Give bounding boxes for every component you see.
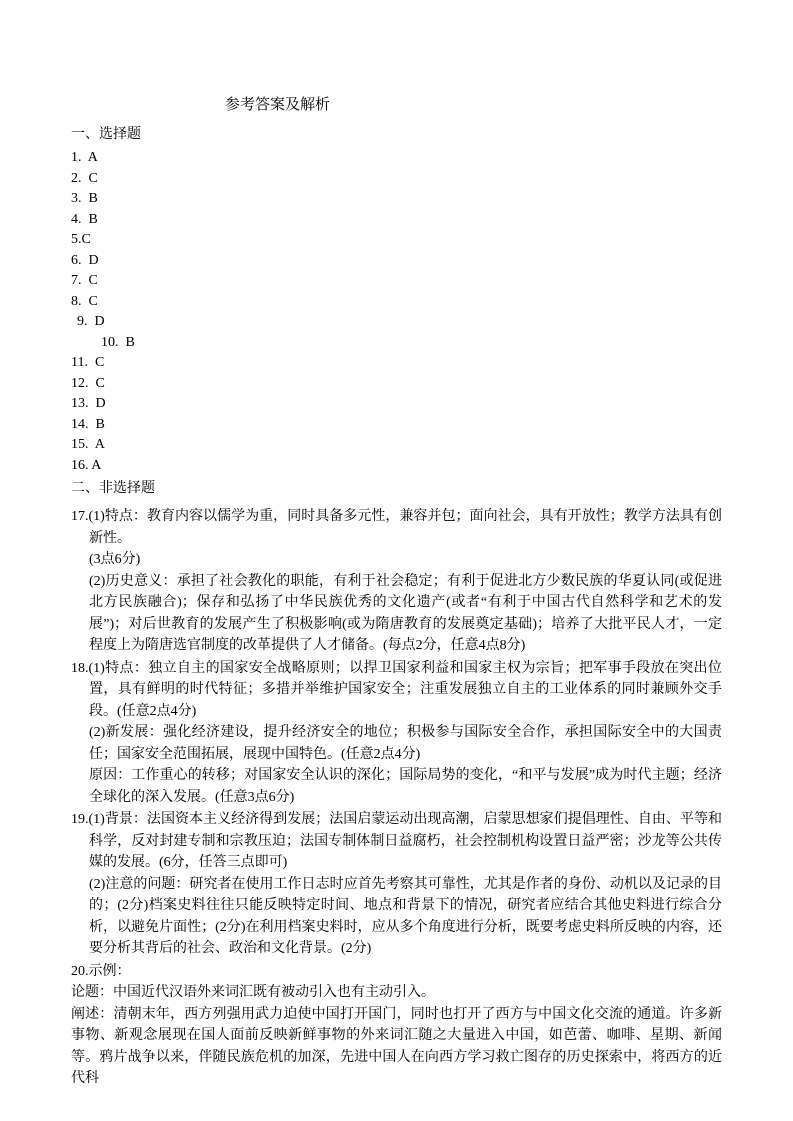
paragraph: 19.(1)背景：法国资本主义经济得到发展；法国启蒙运动出现高潮，启蒙思想家们提倡理性、自由、平等和科学，反对封建专制和宗教压迫；法国专制体制日益腐朽，社会控制机构设置日益严密；沙龙等公共传媒的发展。(6分，任答三点即可) xyxy=(71,812,722,870)
paragraph: (2)历史意义：承担了社会教化的职能，有利于社会稳定；有利于促进北方少数民族的华夏认同(或促进北方民族融合)；保存和弘扬了中华民族优秀的文化遗产(或者“有利于中国古代自然科学和艺术的发展”)；对后世教育的发展产生了积极影响(或为隋唐教育的发展奠定基础)；培养了大批平民人才，一定程度上为隋唐选官制度的改革提供了人才储备。(每点2分，任意4点8分) xyxy=(89,573,722,653)
answer-line: 7. C xyxy=(71,273,98,288)
answer-list xyxy=(71,148,722,476)
section-heading-non-choice-questions: 二、非选择题 xyxy=(71,481,155,496)
answer-block xyxy=(71,506,722,657)
answer-line: 16. A xyxy=(71,457,102,473)
answer-line: 3. B xyxy=(71,191,98,206)
paragraph: (3点6分) xyxy=(89,552,141,567)
paragraph: 20.示例： xyxy=(71,963,131,979)
page-title: 参考答案及解析 xyxy=(225,97,331,113)
answer-block xyxy=(71,658,722,809)
answer-block xyxy=(71,809,722,960)
answer-line: 15. A xyxy=(71,437,105,452)
answer-line: 1. A xyxy=(71,150,98,165)
answer-line: 10. B xyxy=(101,334,135,350)
answer-line: 2. C xyxy=(71,170,98,186)
answer-line: 11. C xyxy=(71,355,105,370)
paragraph: (2)注意的问题：研究者在使用工作日志时应首先考察其可靠性，尤其是作者的身份、动机以及记录的目的；(2分)档案史料往往只能反映特定时间、地点和背景下的情况，研究者应结合其他史料进行综合分析，以避免片面性；(2分)在利用档案史料时，应从多个角度进行分析，既要考虑史料所反映的内容，还要分析其背后的社会、政治和文化背景。(2分) xyxy=(89,876,722,956)
answer-line: 14. B xyxy=(71,416,105,432)
section-heading-choice-questions: 一、选择题 xyxy=(71,127,141,142)
answer-line: 13. D xyxy=(71,396,106,411)
answer-blocks xyxy=(71,506,722,1090)
paragraph: 阐述：清朝末年，西方列强用武力迫使中国打开国门，同时也打开了西方与中国文化交流的通道。许多新事物、新观念展现在国人面前反映新鲜事物的外来词汇随之大量进入中国，如芭蕾、咖啡、星期、新闻等。鸦片战争以来，伴随民族危机的加深，先进中国人在向西方学习救亡图存的历史探索中，将西方的近代科 xyxy=(71,1006,722,1086)
paragraph: 17.(1)特点：教育内容以儒学为重，同时具备多元性，兼容并包；面向社会，具有开放性；教学方法具有创新性。 xyxy=(71,509,722,546)
answer-line: 4. B xyxy=(71,211,98,227)
answer-line: 6. D xyxy=(71,252,99,268)
answer-block xyxy=(71,961,722,1090)
answer-line: 8. C xyxy=(71,293,98,309)
paragraph: (2)新发展：强化经济建设，提升经济安全的地位；积极参与国际安全合作，承担国际安全中的大国责任；国家安全范围拓展，展现中国特色。(任意2点4分) xyxy=(89,725,722,762)
paragraph: 原因：工作重心的转移；对国家安全认识的深化；国际局势的变化，“和平与发展”成为时代主题；经济全球化的深入发展。(任意3点6分) xyxy=(89,768,722,805)
paragraph: 论题：中国近代汉语外来词汇既有被动引入也有主动引入。 xyxy=(71,985,435,1000)
answer-line: 9. D xyxy=(77,314,105,329)
answer-line: 12. C xyxy=(71,375,105,391)
paragraph: 18.(1)特点：独立自主的国家安全战略原则；以捍卫国家利益和国家主权为宗旨；把军事手段放在突出位置，具有鲜明的时代特征；多措并举维护国家安全；注重发展独立自主的工业体系的同时兼顾外交手段。(任意2点4分) xyxy=(71,660,722,719)
answer-line: 5.C xyxy=(71,232,91,247)
